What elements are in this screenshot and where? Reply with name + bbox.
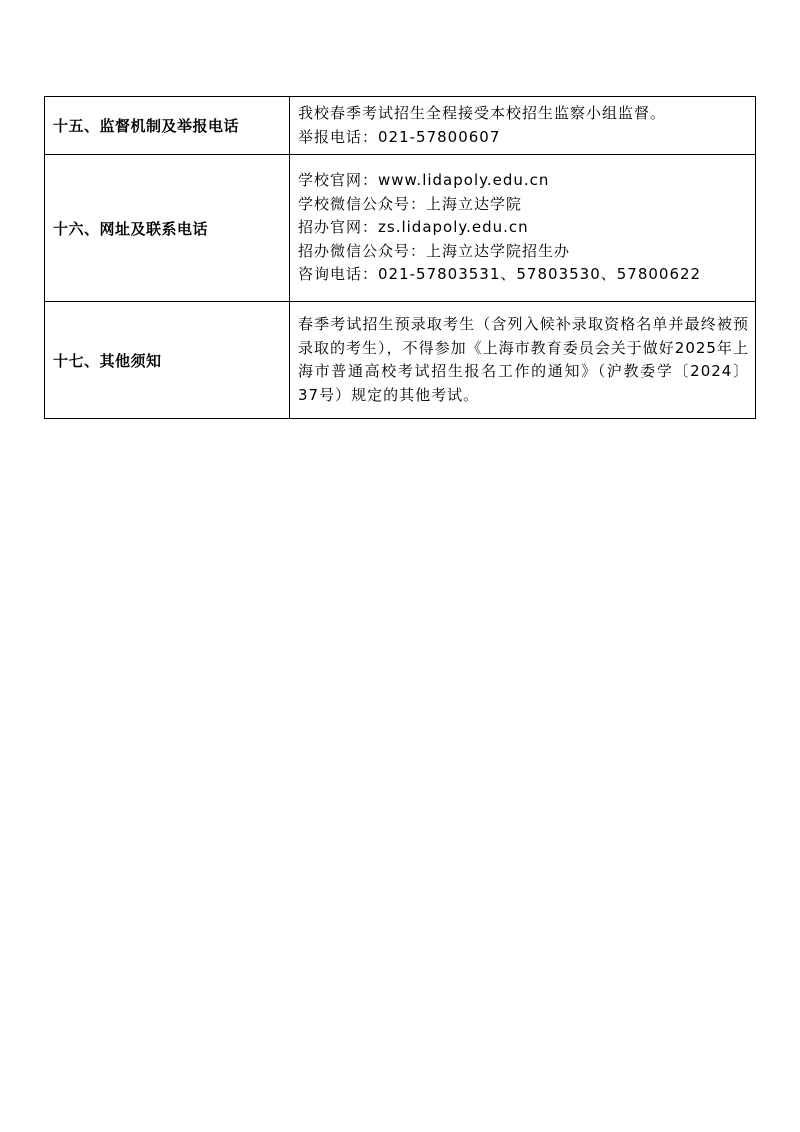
admission-info-table bbox=[44, 96, 756, 419]
supervision-statement: 我校春季考试招生全程接受本校招生监察小组监督。 bbox=[298, 104, 667, 122]
table-row-supervision bbox=[45, 97, 756, 155]
other-notes-paragraph: 春季考试招生预录取考生（含列入候补录取资格名单并最终被预录取的考生），不得参加《上海市教育委员会关于做好2025年上海市普通高校考试招生报名工作的通知》（沪教委学〔2024〕37号）规定的其他考试。 bbox=[298, 315, 749, 404]
report-phone: 举报电话：021-57800607 bbox=[298, 127, 501, 146]
inquiry-phone: 咨询电话：021-57803531、57803530、57800622 bbox=[298, 265, 702, 284]
school-website: 学校官网：www.lidapoly.edu.cn bbox=[298, 171, 550, 190]
row-label-other-notes: 十七、其他须知 bbox=[45, 302, 290, 419]
row-label-supervision: 十五、监督机制及举报电话 bbox=[45, 97, 290, 155]
row-content-supervision bbox=[290, 97, 756, 155]
admissions-wechat: 招办微信公众号：上海立达学院招生办 bbox=[298, 241, 571, 260]
admissions-website: 招办官网：zs.lidapoly.edu.cn bbox=[298, 218, 529, 237]
school-wechat: 学校微信公众号：上海立达学院 bbox=[298, 194, 523, 213]
row-content-other-notes bbox=[290, 302, 756, 419]
table-row-other-notes bbox=[45, 302, 756, 419]
row-label-contact: 十六、网址及联系电话 bbox=[45, 155, 290, 302]
table-row-contact bbox=[45, 155, 756, 302]
row-content-contact bbox=[290, 155, 756, 302]
